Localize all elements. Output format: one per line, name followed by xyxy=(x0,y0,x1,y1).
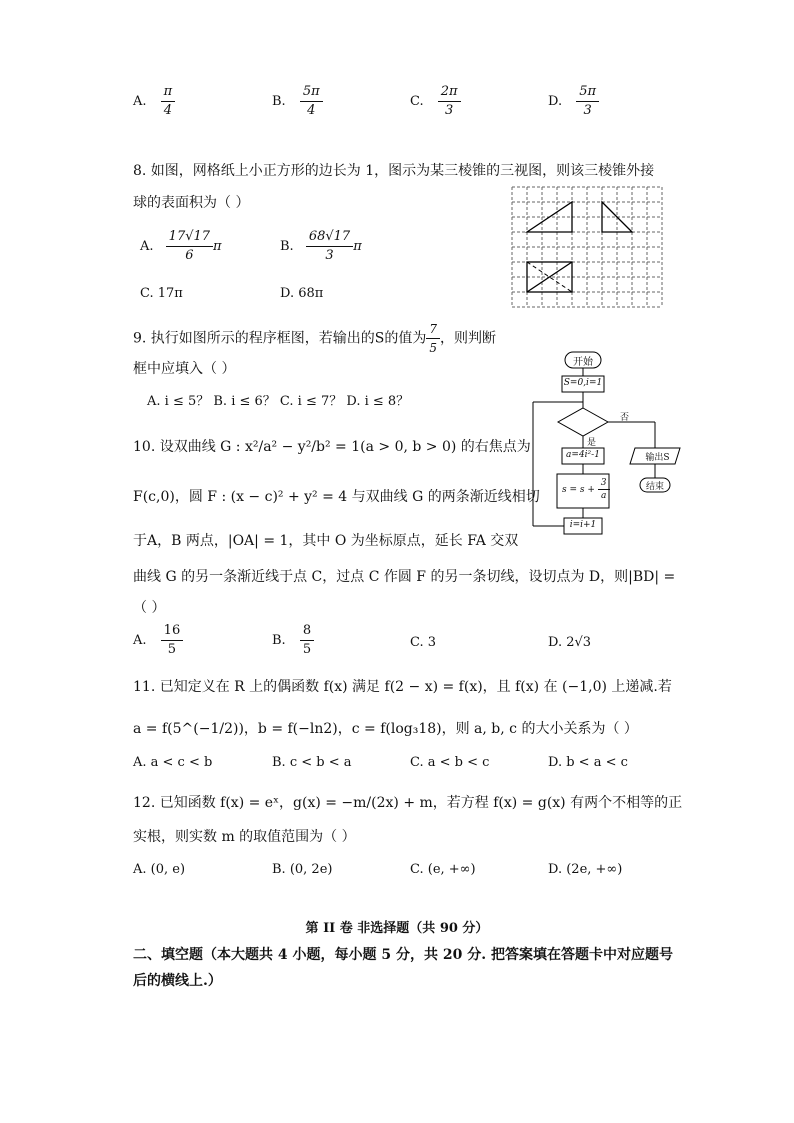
q7-option-a: A. $\frac{\pi}{4}$ xyxy=(133,83,175,120)
q10-option-c: C. 3 xyxy=(410,635,437,650)
q8-option-c: C. 17π xyxy=(140,286,183,301)
q10-option-d: D. 2√3 xyxy=(548,635,592,650)
q8-option-d: D. 68π xyxy=(280,286,324,301)
q8-stem-line1: 8. 如图，网格纸上小正方形的边长为 1，图示为某三棱锥的三视图，则该三棱锥外接 xyxy=(133,163,655,179)
part2-title: 第 II 卷 非选择题（共 90 分） xyxy=(305,921,489,936)
q8-stem-line2: 球的表面积为（ ） xyxy=(133,195,250,211)
q8-option-a: A. $\frac{17√17}{6}$ π xyxy=(140,229,222,263)
q12-option-d: D. (2e, +∞) xyxy=(548,862,623,877)
flow-assign-s: s = s + $\frac{3}{a}$ xyxy=(562,477,610,502)
q12-option-a: A. (0, e) xyxy=(133,862,186,877)
q12-stem-line1: 12. 已知函数 f(x) = eˣ，g(x) = −m/(2x) + m，若方程 f(x) = g(x) 有两个不相等的正 xyxy=(133,795,683,811)
q11-stem-line1: 11. 已知定义在 R 上的偶函数 f(x) 满足 f(2 − x) = f(x)，且 f(x) 在 (−1,0) 上递减.若 xyxy=(133,679,672,695)
q8-option-b: B. $\frac{68√17}{3}$ π xyxy=(280,229,362,263)
q10-stem-line5: （ ） xyxy=(133,600,166,616)
q9-stem-line1: 9. 执行如图所示的程序框图，若输出的S的值为 $\frac{7}{5}$ ，则判断 xyxy=(133,322,497,355)
q7-option-b: B. $\frac{5\pi}{4}$ xyxy=(272,83,323,120)
q10-stem-line4: 曲线 G 的另一条渐近线于点 C，过点 C 作圆 F 的另一条切线，设切点为 D，则|BD| = xyxy=(133,569,676,585)
q7-option-c: C. $\frac{2\pi}{3}$ xyxy=(410,83,461,120)
q11-stem-line2: a = f(5^(−1/2))，b = f(−ln2)，c = f(log₃18)，则 a, b, c 的大小关系为（ ） xyxy=(133,721,638,737)
flow-no-label: 否 xyxy=(620,413,630,423)
flowchart xyxy=(530,348,690,538)
q10-option-b: B. $\frac{8}{5}$ xyxy=(272,622,314,659)
q10-stem-line3: 于A，B 两点，|OA| = 1，其中 O 为坐标原点，延长 FA 交双 xyxy=(133,533,519,549)
q10-stem-line1: 10. 设双曲线 G : x²/a² − y²/b² = 1(a > 0, b > 0) 的右焦点为 xyxy=(133,439,531,455)
q11-option-d: D. b < a < c xyxy=(548,755,628,770)
flow-yes-label: 是 xyxy=(587,438,597,448)
q7-option-d: D. $\frac{5\pi}{3}$ xyxy=(548,83,599,120)
section-fill-blank-heading-line1: 二、填空题（本大题共 4 小题，每小题 5 分，共 20 分. 把答案填在答题卡中对应题号 xyxy=(133,947,673,963)
q9-stem-line2: 框中应填入（ ） xyxy=(133,361,236,377)
flow-assign-a: a=4i²-1 xyxy=(566,450,600,460)
q12-option-c: C. (e, +∞) xyxy=(410,862,476,877)
flow-output: 输出S xyxy=(645,453,670,463)
q10-stem-line2: F(c,0)，圆 F : (x − c)² + y² = 4 与双曲线 G 的两条渐近线相切 xyxy=(133,489,540,505)
q9-options: A. i ≤ 5？ B. i ≤ 6？ C. i ≤ 7？ D. i ≤ 8？ xyxy=(147,394,410,409)
q11-option-c: C. a < b < c xyxy=(410,755,490,770)
section-fill-blank-heading-line2: 后的横线上.） xyxy=(133,973,222,989)
three-view-grid-figure xyxy=(512,187,662,309)
flow-init: S=0,i=1 xyxy=(563,378,603,388)
flow-start: 开始 xyxy=(573,357,593,368)
flow-increment: i=i+1 xyxy=(569,520,597,530)
q11-option-b: B. c < b < a xyxy=(272,755,352,770)
flow-end: 结束 xyxy=(645,482,664,492)
q12-option-b: B. (0, 2e) xyxy=(272,862,333,877)
q12-stem-line2: 实根，则实数 m 的取值范围为（ ） xyxy=(133,829,356,845)
q10-option-a: A. $\frac{16}{5}$ xyxy=(133,622,183,659)
flowchart-lines xyxy=(530,348,690,538)
q11-option-a: A. a < c < b xyxy=(133,755,213,770)
